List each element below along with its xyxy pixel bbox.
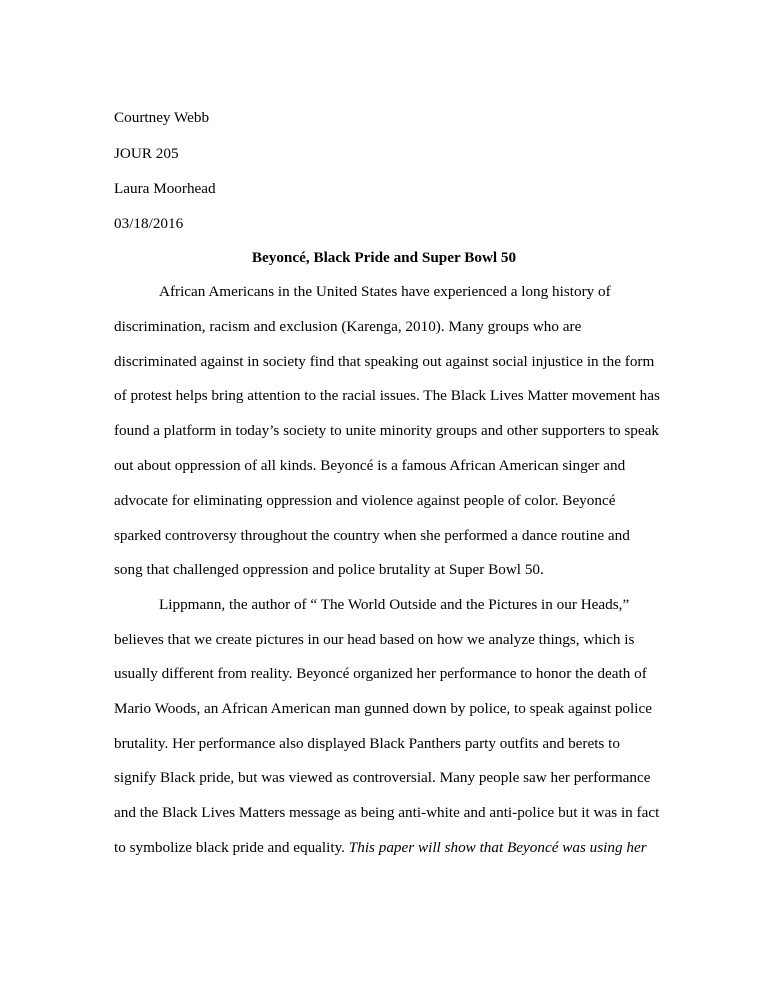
last-line-regular-text: to symbolize black pride and equality. [114,839,349,856]
paragraph-1-line: advocate for eliminating oppression and violence against people of color. Beyoncé [114,492,616,509]
course-code: JOUR 205 [114,145,179,162]
document-date: 03/18/2016 [114,215,184,232]
paragraph-2-line: and the Black Lives Matters message as being anti-white and anti-police but it was in fact [114,804,660,821]
paragraph-1-line: discriminated against in society find that speaking out against social injustice in the form [114,353,655,370]
paragraph-2-last-line [114,839,647,857]
paragraph-1-line: found a platform in today’s society to unite minority groups and other supporters to speak [114,422,659,439]
paragraph-2-line: Mario Woods, an African American man gunned down by police, to speak against police [114,700,652,717]
paragraph-2-line: brutality. Her performance also displayed Black Panthers party outfits and berets to [114,735,620,752]
paragraph-1-line: out about oppression of all kinds. Beyoncé is a famous African American singer and [114,457,626,474]
thesis-statement-italic: This paper will show that Beyoncé was using her [348,839,647,856]
author-name: Courtney Webb [114,109,210,126]
paragraph-2-line: Lippmann, the author of “ The World Outside and the Pictures in our Heads,” [159,596,630,613]
paragraph-2-line: believes that we create pictures in our head based on how we analyze things, which is [114,631,635,648]
paper-title: Beyoncé, Black Pride and Super Bowl 50 [251,249,517,266]
paragraph-1-line: of protest helps bring attention to the racial issues. The Black Lives Matter movement has [114,387,660,404]
paragraph-2-line: usually different from reality. Beyoncé organized her performance to honor the death of [114,665,647,682]
instructor-name: Laura Moorhead [114,180,216,197]
paragraph-1-line: song that challenged oppression and police brutality at Super Bowl 50. [114,561,544,578]
paragraph-1-line: sparked controversy throughout the country when she performed a dance routine and [114,527,630,544]
paragraph-1-line: African Americans in the United States have experienced a long history of [159,283,611,300]
paragraph-2-line: signify Black pride, but was viewed as controversial. Many people saw her performance [114,769,651,786]
paragraph-1-line: discrimination, racism and exclusion (Karenga, 2010). Many groups who are [114,318,582,335]
